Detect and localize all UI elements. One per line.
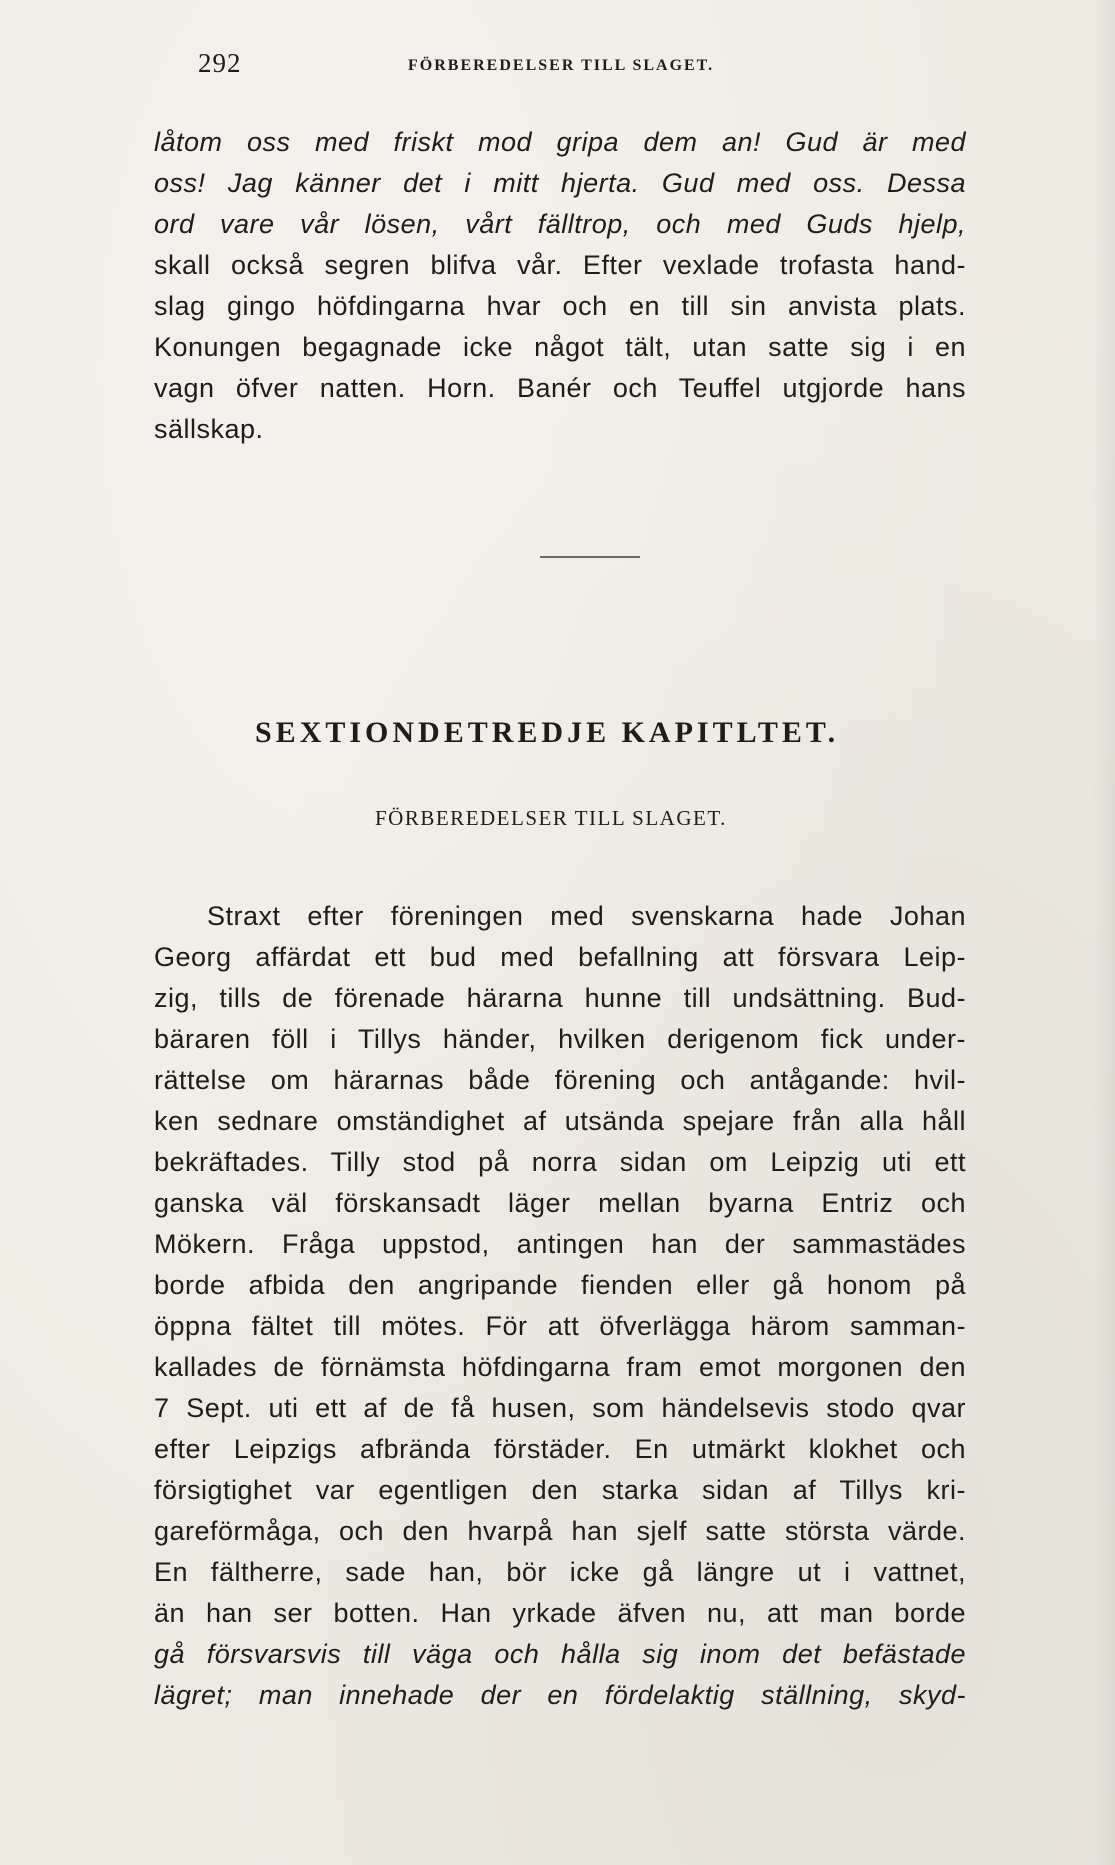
text-line: bäraren föll i Tillys händer, hvilken derigenom fick under-	[154, 1024, 966, 1054]
text-line: än han ser botten. Han yrkade äfven nu, att man borde	[154, 1598, 966, 1628]
page-number: 292	[198, 48, 242, 78]
text-line: gareförmåga, och den hvarpå han sjelf satte största värde.	[154, 1516, 966, 1546]
text-line: slag gingo höfdingarna hvar och en till sin anvista plats.	[154, 291, 966, 321]
text-line: låtom oss med friskt mod gripa dem an! Gud är med	[154, 127, 966, 157]
text-line: vagn öfver natten. Horn. Banér och Teuffel utgjorde hans	[154, 373, 966, 403]
text-line: En fältherre, sade han, bör icke gå längre ut i vattnet,	[154, 1557, 966, 1587]
text-line: Straxt efter föreningen med svenskarna hade Johan	[207, 901, 966, 931]
text-line: gå försvarsvis till väga och hålla sig inom det befästade	[154, 1639, 966, 1669]
text-line: Konungen begagnade icke något tält, utan satte sig i en	[154, 332, 966, 362]
text-line: lägret; man innehade der en fördelaktig ställning, skyd-	[154, 1680, 966, 1710]
text-line: rättelse om härarnas både förening och antågande: hvil-	[154, 1065, 966, 1095]
text-line: Georg affärdat ett bud med befallning att försvara Leip-	[154, 942, 966, 972]
text-line: öppna fältet till mötes. För att öfverlägga härom samman-	[154, 1311, 966, 1341]
running-head	[198, 48, 918, 88]
paragraph-continued	[154, 122, 966, 450]
text-line: ken sednare omständighet af utsända spejare från alla håll	[154, 1106, 966, 1136]
text-line: försigtighet var egentligen den starka sidan af Tillys kri-	[154, 1475, 966, 1505]
chapter-subtitle: FÖRBEREDELSER TILL SLAGET.	[375, 806, 727, 830]
text-line: zig, tills de förenade härarna hunne till undsättning. Bud-	[154, 983, 966, 1013]
text-line: oss! Jag känner det i mitt hjerta. Gud med oss. Dessa	[154, 168, 966, 198]
text-line: ord vare vår lösen, vårt fälltrop, och med Guds hjelp,	[154, 209, 966, 239]
text-line: ganska väl förskansadt läger mellan byarna Entriz och	[154, 1188, 966, 1218]
text-line: efter Leipzigs afbrända förstäder. En utmärkt klokhet och	[154, 1434, 966, 1464]
text-line: sällskap.	[154, 414, 264, 444]
text-line: skall också segren blifva vår. Efter vexlade trofasta hand-	[154, 250, 966, 280]
text-line: borde afbida den angripande fienden eller gå honom på	[154, 1270, 966, 1300]
text-line: Mökern. Fråga uppstod, antingen han der sammastädes	[154, 1229, 966, 1259]
chapter-title: SEXTIONDETREDJE KAPITLTET.	[255, 716, 840, 749]
running-title: FÖRBEREDELSER TILL SLAGET.	[408, 57, 715, 74]
text-line: bekräftades. Tilly stod på norra sidan om Leipzig uti ett	[154, 1147, 966, 1177]
chapter-paragraph	[154, 896, 966, 1716]
page-edge-shadow	[1093, 0, 1115, 1865]
section-divider	[540, 556, 640, 558]
text-line: kallades de förnämsta höfdingarna fram emot morgonen den	[154, 1352, 966, 1382]
text-line: 7 Sept. uti ett af de få husen, som händelsevis stodo qvar	[154, 1393, 966, 1423]
